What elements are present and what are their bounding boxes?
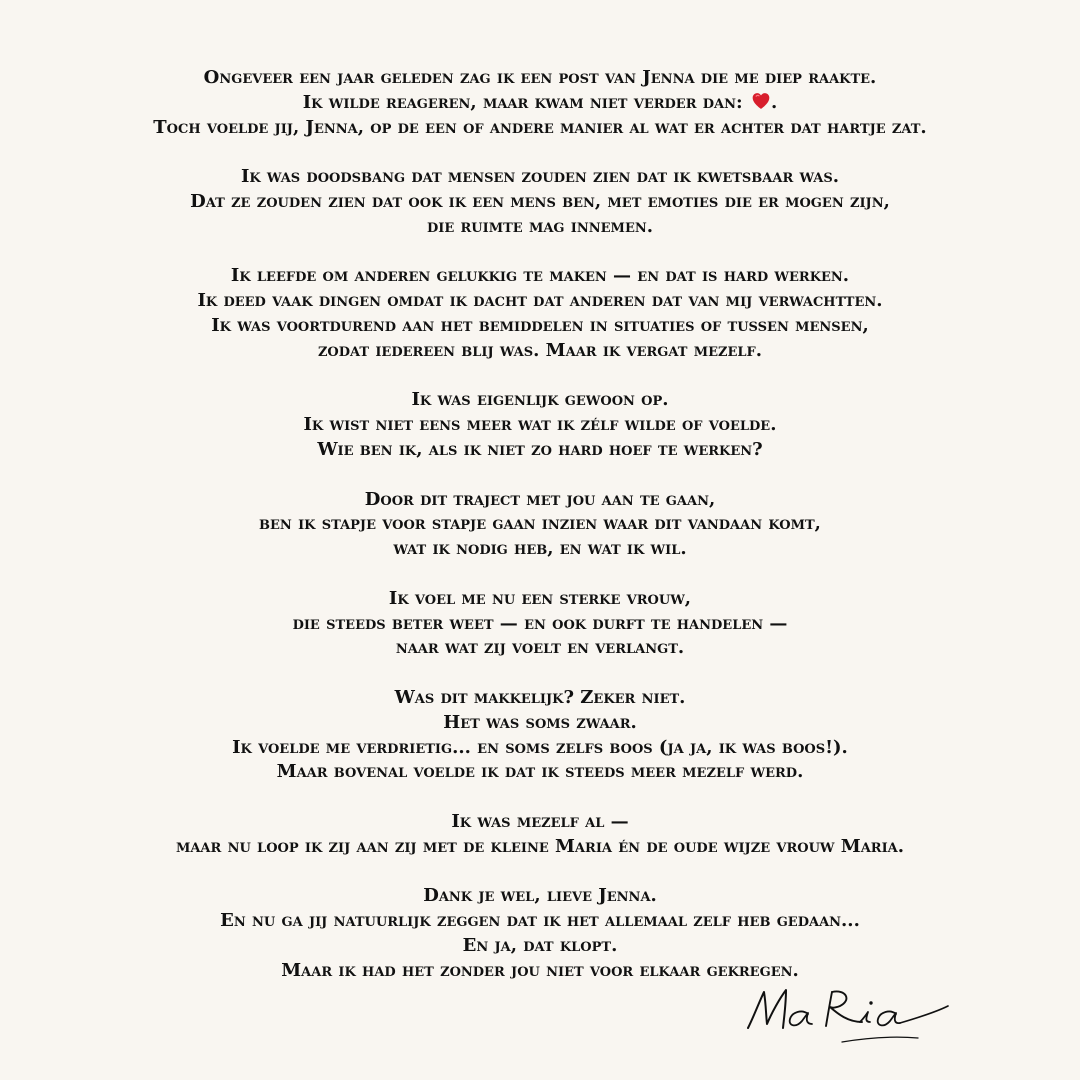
paragraph-8 — [0, 810, 1080, 860]
letter-line: Maar bovenal voelde ik dat ik steeds meer mezelf werd. — [276, 761, 804, 783]
paragraph-6 — [0, 587, 1080, 661]
letter-line: Was dit makkelijk? Zeker niet. — [394, 686, 686, 708]
letter-line: Dat ze zouden zien dat ook ik een mens ben, met emoties die er mogen zijn, — [190, 190, 890, 212]
paragraph-5 — [0, 488, 1080, 562]
heart-icon — [751, 91, 771, 111]
letter-line: Ik voel me nu een sterke vrouw, — [388, 587, 692, 609]
letter-line: Ik deed vaak dingen omdat ik dacht dat anderen dat van mij verwachtten. — [197, 290, 883, 312]
letter-body — [0, 66, 1080, 1008]
letter-line: Wie ben ik, als ik niet zo hard hoef te werken? — [317, 438, 763, 460]
letter-line: wat ik nodig heb, en wat ik wil. — [393, 538, 687, 560]
paragraph-4 — [0, 388, 1080, 462]
signature-maria — [742, 982, 952, 1052]
letter-line: ben ik stapje voor stapje gaan inzien waar dit vandaan komt, — [259, 513, 821, 535]
paragraph-1 — [0, 66, 1080, 140]
paragraph-2 — [0, 165, 1080, 239]
letter-line: Ik leefde om anderen gelukkig te maken — en dat is hard werken. — [230, 265, 850, 287]
letter-line: Ongeveer een jaar geleden zag ik een post van Jenna die me diep raakte. — [203, 67, 877, 88]
paragraph-9 — [0, 884, 1080, 983]
letter-line: Ik voelde me verdrietig... en soms zelfs boos (ja ja, ik was boos!). — [232, 736, 848, 758]
letter-line: En nu ga jij natuurlijk zeggen dat ik het allemaal zelf heb gedaan... — [220, 910, 860, 932]
letter-line: Door dit traject met jou aan te gaan, — [364, 488, 716, 510]
letter-line-with-heart — [0, 91, 1080, 116]
letter-line: Het was soms zwaar. — [443, 711, 637, 733]
letter-line: En ja, dat klopt. — [462, 934, 618, 956]
paragraph-7 — [0, 686, 1080, 785]
letter-line: die ruimte mag innemen. — [426, 215, 654, 237]
letter-line: Ik was voortdurend aan het bemiddelen in situaties of tussen mensen, — [211, 314, 869, 336]
letter-line: maar nu loop ik zij aan zij met de kleine Maria én de oude wijze vrouw Maria. — [175, 835, 905, 857]
letter-line: Ik was eigenlijk gewoon op. — [411, 389, 669, 411]
letter-line: zodat iedereen blij was. Maar ik vergat mezelf. — [317, 339, 763, 361]
letter-line: Dank je wel, lieve Jenna. — [423, 885, 657, 907]
letter-line: Ik was mezelf al — — [451, 810, 629, 832]
letter-line: die steeds beter weet — en ook durft te handelen — — [292, 612, 788, 634]
letter-line-punct: . — [770, 91, 778, 113]
letter-line: Maar ik had het zonder jou niet voor elkaar gekregen. — [281, 959, 799, 981]
letter-line-text: Ik wilde reageren, maar kwam niet verder dan: — [302, 91, 743, 113]
letter-line: Toch voelde jij, Jenna, op de een of andere manier al wat er achter dat hartje zat. — [153, 116, 927, 138]
letter-line: naar wat zij voelt en verlangt. — [395, 637, 685, 659]
letter-line: Ik was doodsbang dat mensen zouden zien dat ik kwetsbaar was. — [240, 166, 840, 188]
paragraph-3 — [0, 264, 1080, 363]
letter-line: Ik wist niet eens meer wat ik zélf wilde of voelde. — [303, 414, 777, 436]
